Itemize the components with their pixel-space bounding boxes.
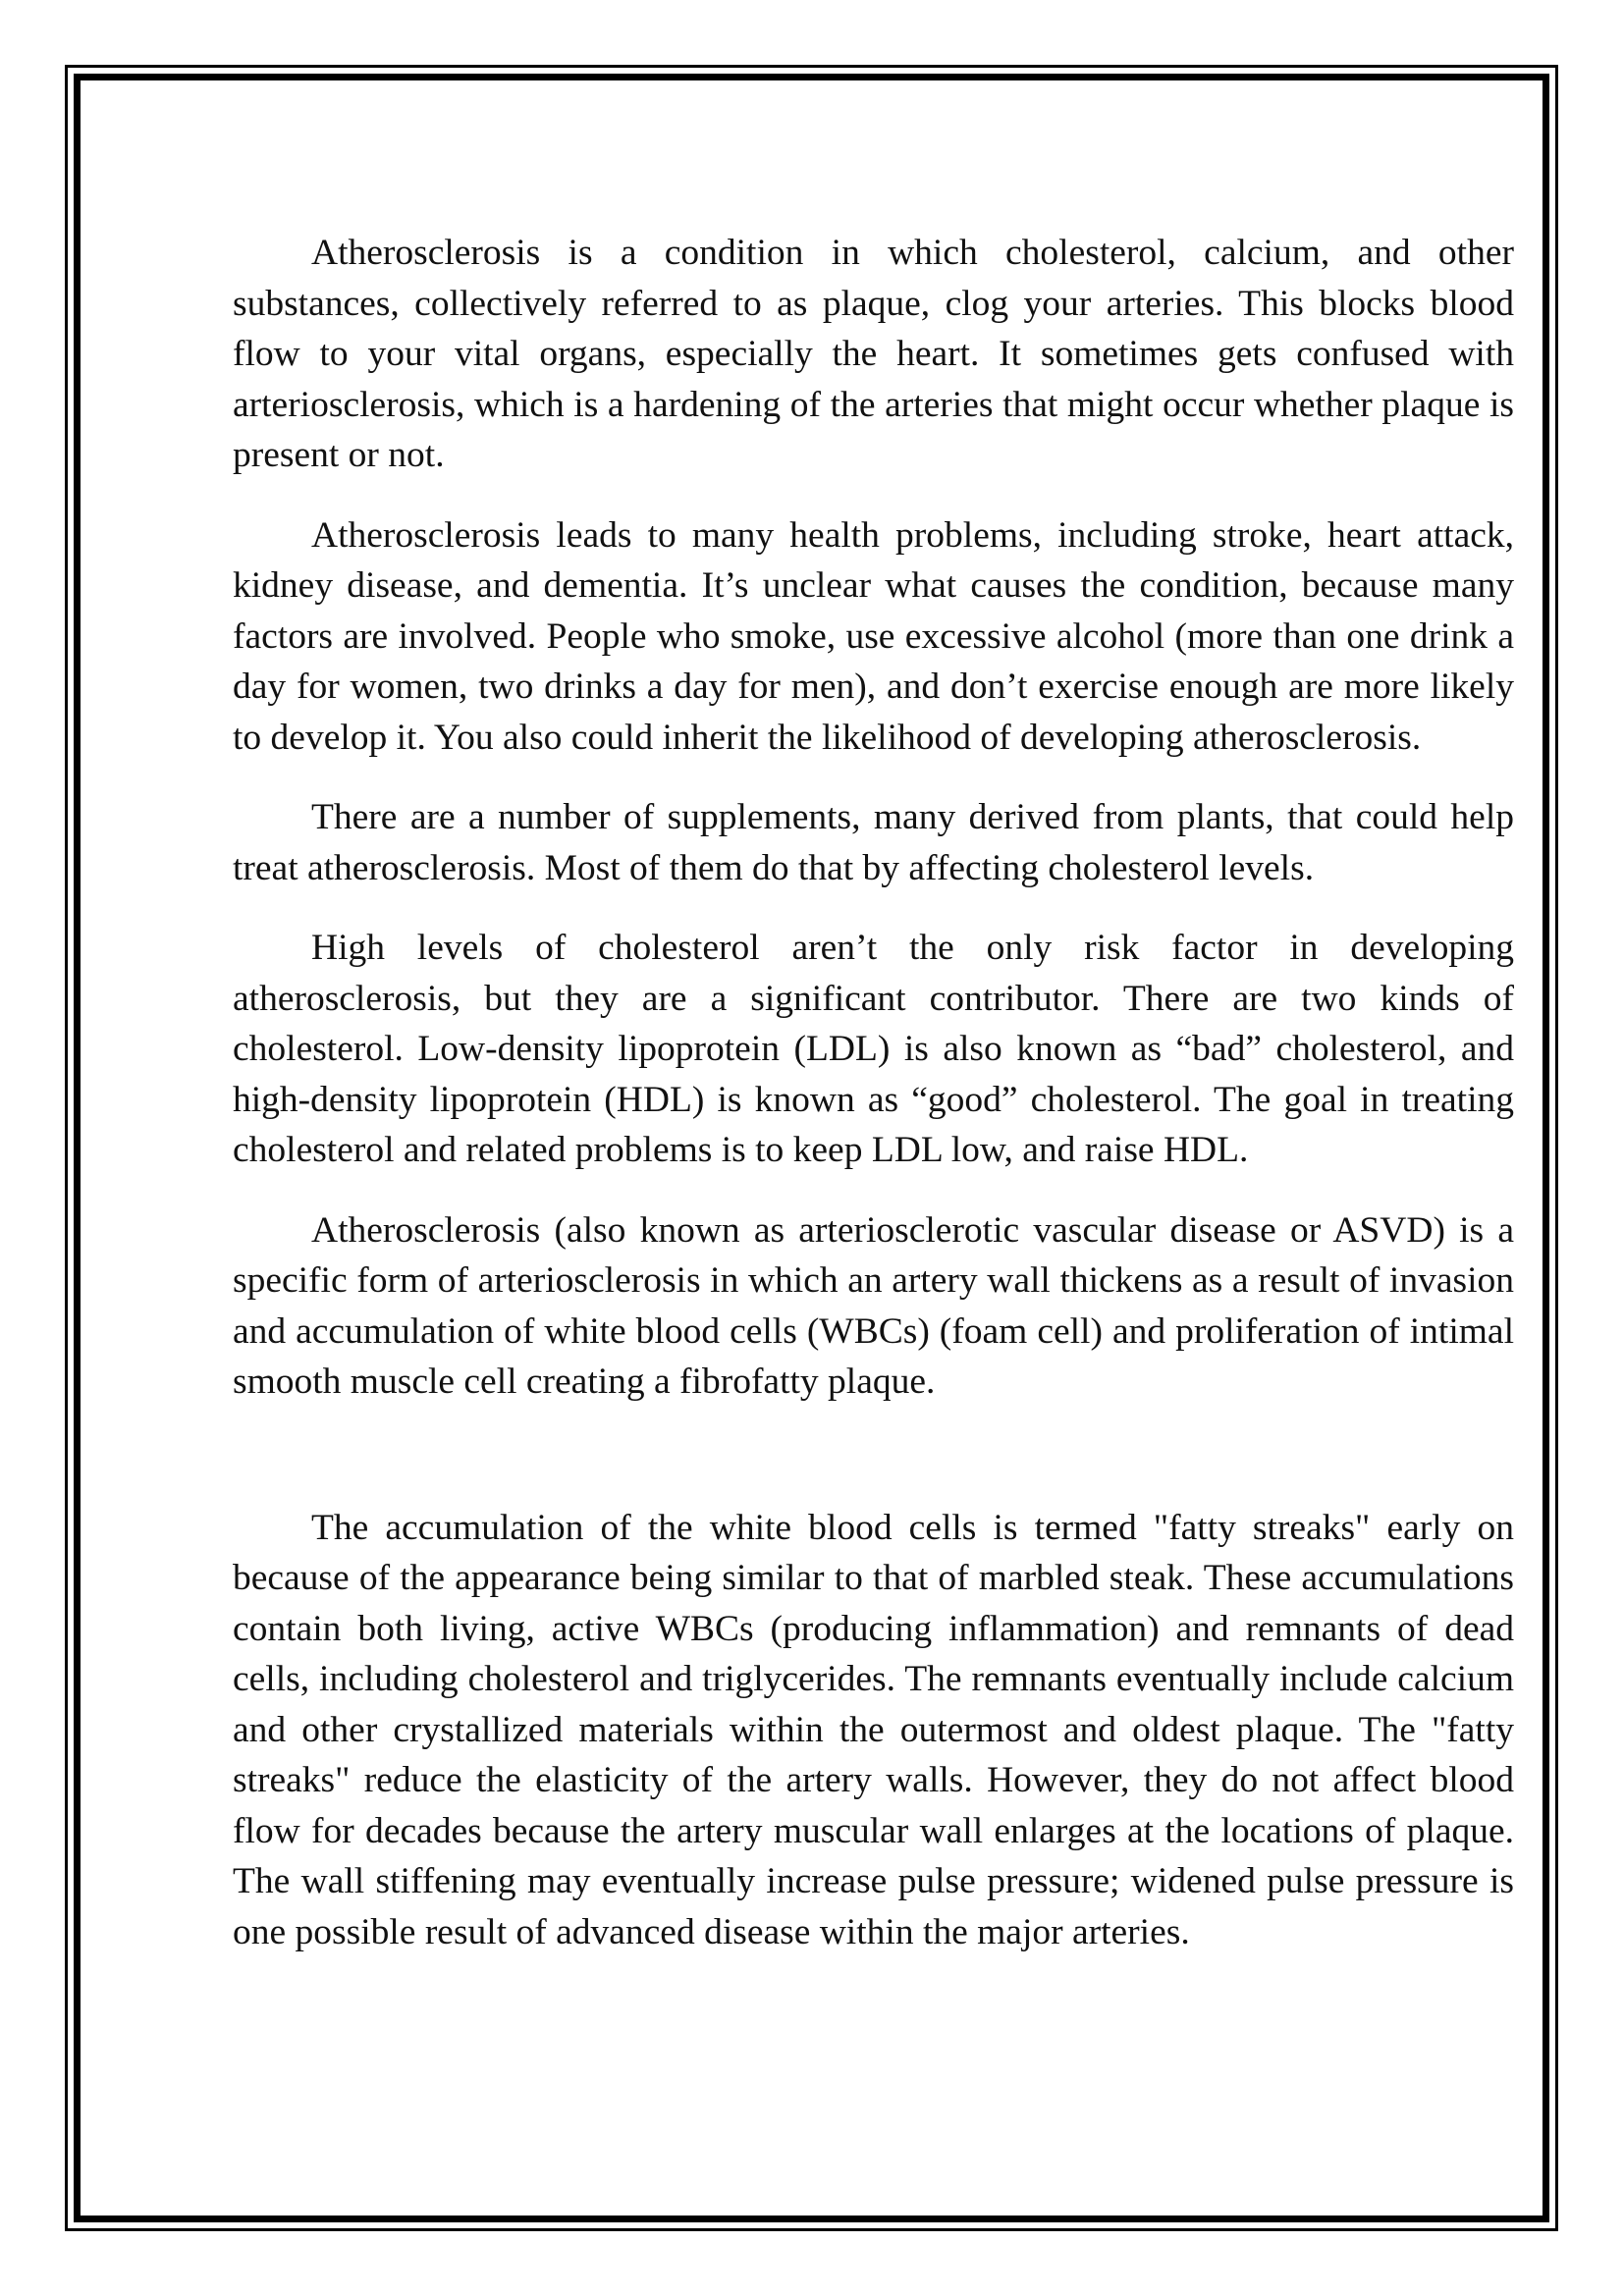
paragraph-definition: Atherosclerosis is a condition in which cholesterol, calcium, and other substances, collectively referred to as plaque, clog your arteries. This blocks blood flow to your vital organs, especially the heart. It sometimes gets confused with arteriosclerosis, which is a hardening of the arteries that might occur whether plaque is present or not. bbox=[233, 233, 1514, 475]
document-body bbox=[233, 228, 1514, 1987]
paragraph-asvd: Atherosclerosis (also known as arteriosclerotic vascular disease or ASVD) is a specific form of arteriosclerosis in which an artery wall thickens as a result of invasion and accumulation of white blood cells (WBCs) (foam cell) and proliferation of intimal smooth muscle cell creating a fibrofatty plaque. bbox=[233, 1209, 1514, 1402]
paragraph-health-problems: Atherosclerosis leads to many health problems, including stroke, heart attack, kidney disease, and dementia. It’s unclear what causes the condition, because many factors are involved. People who smoke, use excessive alcohol (more than one drink a day for women, two drinks a day for men), and don’t exercise enough are more likely to develop it. You also could inherit the likelihood of developing atherosclerosis. bbox=[233, 514, 1514, 758]
paragraph-cholesterol: High levels of cholesterol aren’t the only risk factor in developing atherosclerosis, but they are a significant contributor. There are two kinds of cholesterol. Low-density lipoprotein (LDL) is also known as “bad” cholesterol, and high-density lipoprotein (HDL) is known as “good” cholesterol. The goal in treating cholesterol and related problems is to keep LDL low, and raise HDL. bbox=[233, 928, 1514, 1170]
paragraph-fatty-streaks: The accumulation of the white blood cells is termed "fatty streaks" early on because of the appearance being similar to that of marbled steak. These accumulations contain both living, active WBCs (producing inflammation) and remnants of dead cells, including cholesterol and triglycerides. The remnants eventually include calcium and other crystallized materials within the outermost and oldest plaque. The "fatty streaks" reduce the elasticity of the artery walls. However, they do not affect blood flow for decades because the artery muscular wall enlarges at the locations of plaque. The wall stiffening may eventually increase pulse pressure; widened pulse pressure is one possible result of advanced disease within the major arteries. bbox=[233, 1507, 1514, 1952]
paragraph-supplements: There are a number of supplements, many derived from plants, that could help treat atherosclerosis. Most of them do that by affecting cholesterol levels. bbox=[233, 797, 1514, 888]
